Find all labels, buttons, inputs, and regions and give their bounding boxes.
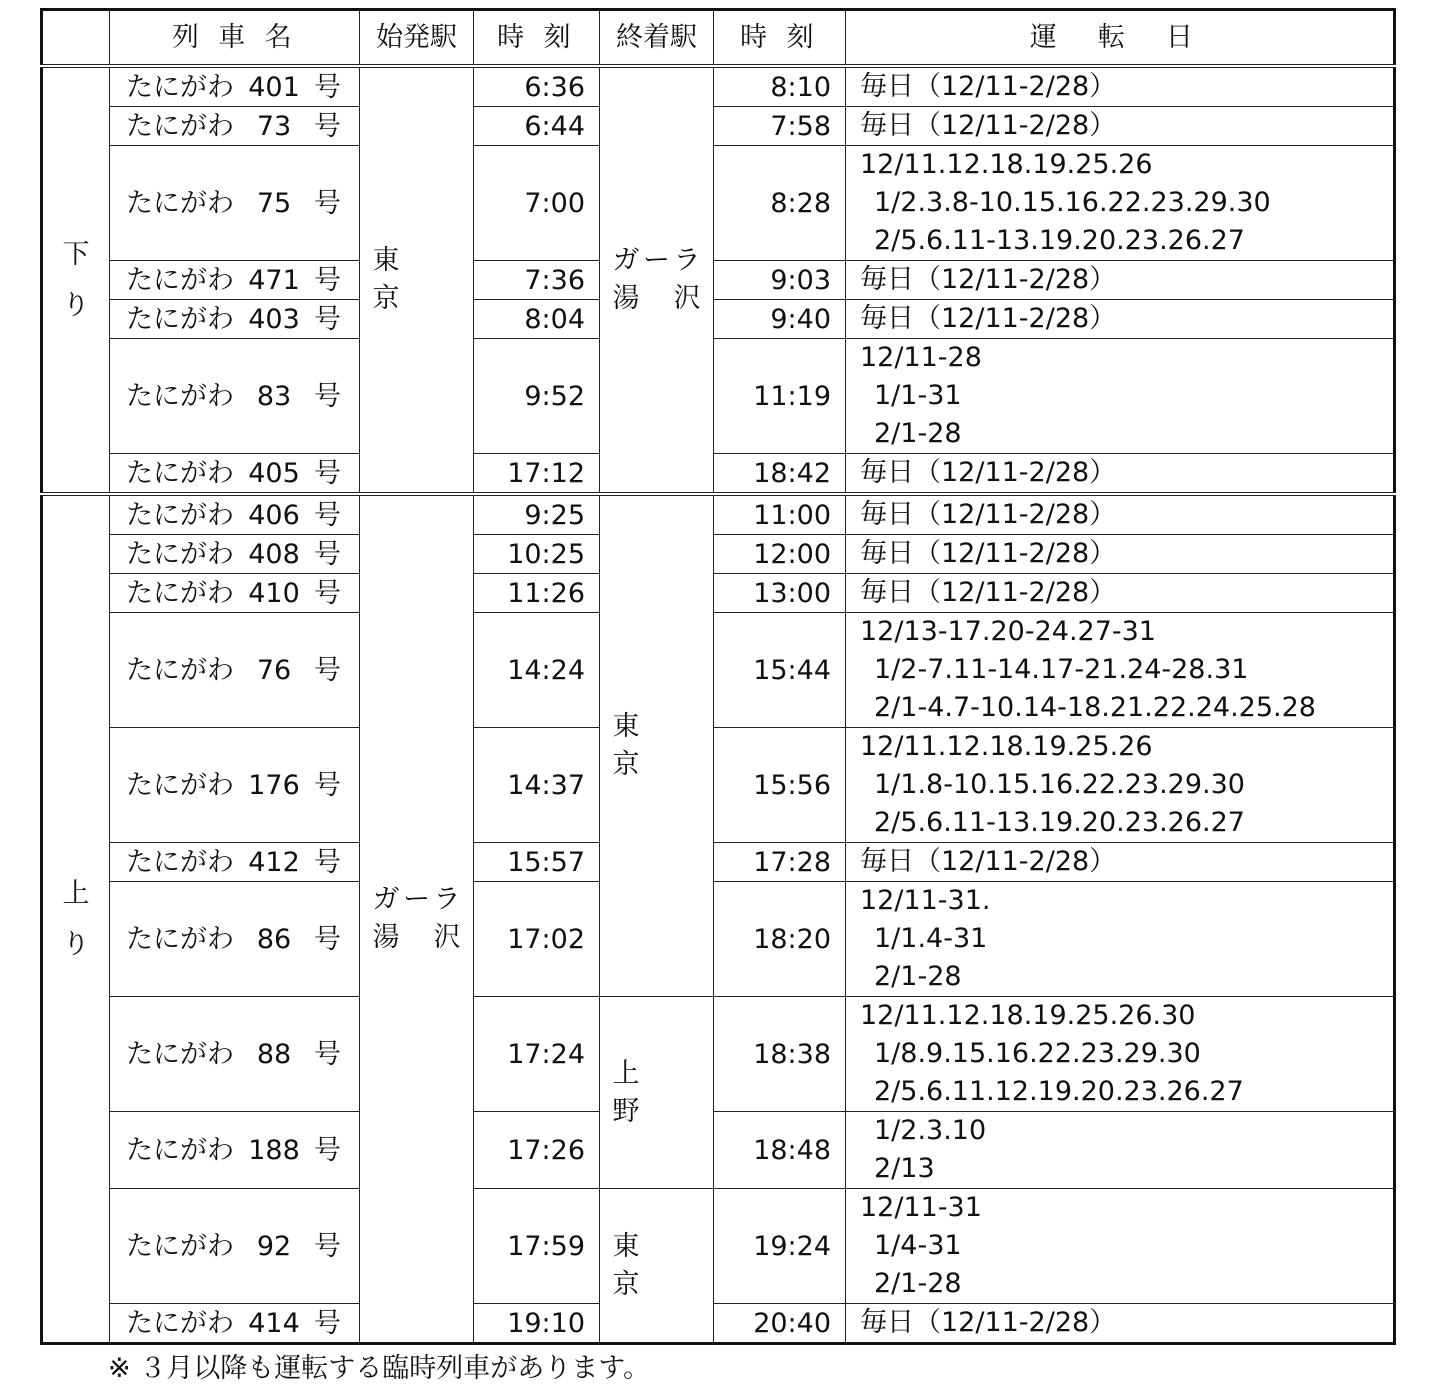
train-name <box>110 843 360 882</box>
train-prefix: たにがわ <box>126 577 234 609</box>
train-number: 88 <box>256 1038 292 1070</box>
operating-days-line: 毎日（12/11-2/28） <box>860 110 1117 141</box>
train-number: 83 <box>256 380 292 412</box>
origin-station-tokyo-line2: 京 <box>372 283 400 314</box>
operating-days <box>846 454 1395 495</box>
train-name <box>110 574 360 613</box>
train-suffix: 号 <box>314 923 341 955</box>
train-number: 75 <box>256 187 292 219</box>
operating-days-line: 12/11-28 <box>860 342 982 373</box>
depart-time: 7:00 <box>474 146 600 261</box>
destination-station-gala-line1: ガーラ <box>612 245 701 277</box>
train-name <box>110 613 360 728</box>
train-prefix: たにがわ <box>126 1230 234 1262</box>
train-suffix: 号 <box>314 187 341 219</box>
train-prefix: たにがわ <box>126 187 234 219</box>
train-row <box>42 339 1395 454</box>
train-row <box>42 613 1395 728</box>
train-name <box>110 300 360 339</box>
train-row <box>42 107 1395 146</box>
arrive-time: 8:10 <box>714 66 846 107</box>
train-name <box>110 454 360 495</box>
train-number: 406 <box>248 499 300 531</box>
operating-days <box>846 997 1395 1112</box>
depart-time: 10:25 <box>474 535 600 574</box>
operating-days-line: 12/11-31 <box>860 1192 982 1223</box>
depart-time: 17:26 <box>474 1112 600 1189</box>
operating-days-line: 1/8.9.15.16.22.23.29.30 <box>874 1038 1201 1069</box>
operating-days-line: 毎日（12/11-2/28） <box>860 1307 1117 1338</box>
train-suffix: 号 <box>314 769 341 801</box>
train-number: 92 <box>256 1230 292 1262</box>
operating-days-line: 毎日（12/11-2/28） <box>860 71 1117 102</box>
operating-days-line: 1/2.3.8-10.15.16.22.23.29.30 <box>874 187 1271 218</box>
operating-days <box>846 146 1395 261</box>
depart-time: 14:37 <box>474 728 600 843</box>
arrive-time: 19:24 <box>714 1189 846 1304</box>
destination-station-tokyo-2-text <box>613 1228 701 1304</box>
direction-down-char1: 下 <box>62 238 90 270</box>
destination-station-gala <box>600 66 714 494</box>
arrive-time: 20:40 <box>714 1304 846 1344</box>
operating-days <box>846 882 1395 997</box>
header-operating-days: 運 転 日 <box>846 10 1395 67</box>
operating-days-line: 毎日（12/11-2/28） <box>860 457 1117 488</box>
destination-station-ueno-line2: 野 <box>612 1095 640 1127</box>
train-suffix: 号 <box>314 457 341 489</box>
direction-down <box>42 66 110 494</box>
operating-days-line: 2/13 <box>874 1153 935 1184</box>
train-prefix: たにがわ <box>126 71 234 103</box>
arrive-time: 7:58 <box>714 107 846 146</box>
header-arrive-time: 時 刻 <box>714 10 846 67</box>
train-name <box>110 882 360 997</box>
depart-time: 6:44 <box>474 107 600 146</box>
operating-days-line: 2/1-28 <box>874 418 962 449</box>
train-name <box>110 1304 360 1344</box>
destination-station-ueno-line1: 上 <box>612 1057 640 1089</box>
train-prefix: たにがわ <box>126 1038 234 1070</box>
destination-station-ueno <box>600 997 714 1189</box>
train-name <box>110 494 360 535</box>
train-row <box>42 454 1395 495</box>
origin-station-tokyo-text <box>373 242 461 318</box>
arrive-time: 9:03 <box>714 261 846 300</box>
train-name <box>110 535 360 574</box>
train-suffix: 号 <box>314 264 341 296</box>
origin-station-gala-line1: ガーラ <box>372 884 461 916</box>
operating-days <box>846 66 1395 107</box>
operating-days <box>846 535 1395 574</box>
header-train-name: 列 車 名 <box>110 10 360 67</box>
destination-station-ueno-text <box>613 1055 701 1131</box>
train-suffix: 号 <box>314 846 341 878</box>
operating-days-line: 毎日（12/11-2/28） <box>860 577 1117 608</box>
arrive-time: 18:48 <box>714 1112 846 1189</box>
train-number: 403 <box>248 303 300 335</box>
header-destination: 終着駅 <box>600 10 714 67</box>
train-prefix: たにがわ <box>126 303 234 335</box>
train-prefix: たにがわ <box>126 264 234 296</box>
train-prefix: たにがわ <box>126 380 234 412</box>
direction-down-char2: り <box>62 290 90 321</box>
operating-days-line: 2/1-28 <box>874 1268 962 1299</box>
depart-time: 9:25 <box>474 494 600 535</box>
direction-up-char2: り <box>62 929 90 960</box>
footnote: ※ ３月以降も運転する臨時列車があります。 <box>108 1353 651 1384</box>
train-suffix: 号 <box>314 380 341 412</box>
arrive-time: 12:00 <box>714 535 846 574</box>
depart-time: 17:12 <box>474 454 600 495</box>
train-name <box>110 261 360 300</box>
train-suffix: 号 <box>314 654 341 686</box>
depart-time: 6:36 <box>474 66 600 107</box>
depart-time: 8:04 <box>474 300 600 339</box>
operating-days <box>846 494 1395 535</box>
train-number: 414 <box>248 1307 300 1339</box>
arrive-time: 15:44 <box>714 613 846 728</box>
origin-station-tokyo-line1: 東 <box>372 245 400 277</box>
operating-days-line: 12/11.12.18.19.25.26.30 <box>860 1000 1196 1031</box>
arrive-time: 13:00 <box>714 574 846 613</box>
origin-station-gala-text <box>373 881 461 957</box>
direction-up <box>42 494 110 1344</box>
arrive-time: 17:28 <box>714 843 846 882</box>
train-suffix: 号 <box>314 499 341 531</box>
train-suffix: 号 <box>314 538 341 570</box>
depart-time: 11:26 <box>474 574 600 613</box>
train-row <box>42 843 1395 882</box>
train-name <box>110 107 360 146</box>
operating-days <box>846 300 1395 339</box>
train-row <box>42 494 1395 535</box>
train-number: 176 <box>248 769 300 801</box>
operating-days-line: 毎日（12/11-2/28） <box>860 264 1117 295</box>
train-prefix: たにがわ <box>126 846 234 878</box>
depart-time: 19:10 <box>474 1304 600 1344</box>
operating-days-line: 2/1-28 <box>874 961 962 992</box>
operating-days <box>846 728 1395 843</box>
train-prefix: たにがわ <box>126 1134 234 1166</box>
destination-station-gala-text <box>613 242 701 318</box>
train-row <box>42 146 1395 261</box>
train-number: 412 <box>248 846 300 878</box>
train-row <box>42 300 1395 339</box>
train-number: 471 <box>248 264 300 296</box>
train-number: 408 <box>248 538 300 570</box>
operating-days-line: 1/1-31 <box>874 380 962 411</box>
operating-days-line: 1/2.3.10 <box>874 1115 987 1146</box>
train-prefix: たにがわ <box>126 769 234 801</box>
operating-days <box>846 843 1395 882</box>
header-direction <box>42 10 110 67</box>
train-suffix: 号 <box>314 1038 341 1070</box>
operating-days-line: 2/5.6.11-13.19.20.23.26.27 <box>874 807 1245 838</box>
origin-station-tokyo <box>360 66 474 494</box>
train-name <box>110 1112 360 1189</box>
train-prefix: たにがわ <box>126 457 234 489</box>
destination-station-tokyo-2-line2: 京 <box>612 1268 640 1300</box>
train-name <box>110 66 360 107</box>
operating-days-line: 1/1.8-10.15.16.22.23.29.30 <box>874 769 1245 800</box>
arrive-time: 18:42 <box>714 454 846 495</box>
operating-days-line: 2/5.6.11.12.19.20.23.26.27 <box>874 1076 1244 1107</box>
arrive-time: 9:40 <box>714 300 846 339</box>
train-suffix: 号 <box>314 1307 341 1339</box>
operating-days-line: 毎日（12/11-2/28） <box>860 303 1117 334</box>
train-number: 401 <box>248 71 300 103</box>
train-prefix: たにがわ <box>126 923 234 955</box>
train-number: 410 <box>248 577 300 609</box>
train-row <box>42 535 1395 574</box>
train-name <box>110 1189 360 1304</box>
train-number: 405 <box>248 457 300 489</box>
train-name <box>110 339 360 454</box>
train-number: 73 <box>256 110 292 142</box>
train-row <box>42 997 1395 1112</box>
train-row <box>42 574 1395 613</box>
train-row <box>42 728 1395 843</box>
depart-time: 17:02 <box>474 882 600 997</box>
train-row <box>42 1112 1395 1189</box>
operating-days <box>846 613 1395 728</box>
operating-days-line: 2/1-4.7-10.14-18.21.22.24.25.28 <box>874 692 1316 723</box>
operating-days <box>846 1112 1395 1189</box>
depart-time: 7:36 <box>474 261 600 300</box>
train-row <box>42 66 1395 107</box>
destination-station-tokyo-2 <box>600 1189 714 1344</box>
operating-days-line: 12/11.12.18.19.25.26 <box>860 149 1153 180</box>
operating-days <box>846 1189 1395 1304</box>
origin-station-gala <box>360 494 474 1344</box>
operating-days <box>846 107 1395 146</box>
train-row <box>42 1304 1395 1344</box>
header-row <box>42 10 1395 67</box>
operating-days-line: 毎日（12/11-2/28） <box>860 538 1117 569</box>
train-suffix: 号 <box>314 1230 341 1262</box>
train-suffix: 号 <box>314 110 341 142</box>
train-suffix: 号 <box>314 577 341 609</box>
destination-station-tokyo-2-line1: 東 <box>612 1230 640 1262</box>
train-name <box>110 728 360 843</box>
train-number: 86 <box>256 923 292 955</box>
operating-days-line: 12/13-17.20-24.27-31 <box>860 616 1156 647</box>
train-prefix: たにがわ <box>126 538 234 570</box>
train-name <box>110 146 360 261</box>
train-prefix: たにがわ <box>126 499 234 531</box>
arrive-time: 11:19 <box>714 339 846 454</box>
depart-time: 15:57 <box>474 843 600 882</box>
destination-station-gala-line2: 湯 沢 <box>612 283 701 314</box>
train-number: 188 <box>248 1134 300 1166</box>
train-number: 76 <box>256 654 292 686</box>
operating-days-line: 毎日（12/11-2/28） <box>860 846 1117 877</box>
destination-station-tokyo <box>600 494 714 997</box>
operating-days <box>846 261 1395 300</box>
train-row <box>42 261 1395 300</box>
train-name <box>110 997 360 1112</box>
arrive-time: 15:56 <box>714 728 846 843</box>
operating-days <box>846 574 1395 613</box>
header-origin: 始発駅 <box>360 10 474 67</box>
train-suffix: 号 <box>314 71 341 103</box>
train-timetable <box>40 8 1396 1345</box>
origin-station-gala-line2: 湯 沢 <box>372 922 461 953</box>
train-prefix: たにがわ <box>126 654 234 686</box>
depart-time: 17:24 <box>474 997 600 1112</box>
direction-up-char1: 上 <box>62 877 90 909</box>
operating-days-line: 2/5.6.11-13.19.20.23.26.27 <box>874 225 1245 256</box>
destination-station-tokyo-line1: 東 <box>612 711 640 743</box>
depart-time: 14:24 <box>474 613 600 728</box>
train-prefix: たにがわ <box>126 1307 234 1339</box>
depart-time: 17:59 <box>474 1189 600 1304</box>
operating-days <box>846 339 1395 454</box>
arrive-time: 18:38 <box>714 997 846 1112</box>
train-row <box>42 882 1395 997</box>
operating-days <box>846 1304 1395 1344</box>
destination-station-tokyo-line2: 京 <box>612 749 640 780</box>
operating-days-line: 1/1.4-31 <box>874 923 988 954</box>
operating-days-line: 12/11.12.18.19.25.26 <box>860 731 1153 762</box>
depart-time: 9:52 <box>474 339 600 454</box>
train-prefix: たにがわ <box>126 110 234 142</box>
operating-days-line: 1/2-7.11-14.17-21.24-28.31 <box>874 654 1249 685</box>
operating-days-line: 12/11-31. <box>860 885 991 916</box>
train-row <box>42 1189 1395 1304</box>
operating-days-line: 1/4-31 <box>874 1230 962 1261</box>
destination-station-tokyo-text <box>613 708 701 784</box>
header-depart-time: 時 刻 <box>474 10 600 67</box>
train-suffix: 号 <box>314 303 341 335</box>
arrive-time: 18:20 <box>714 882 846 997</box>
arrive-time: 11:00 <box>714 494 846 535</box>
arrive-time: 8:28 <box>714 146 846 261</box>
operating-days-line: 毎日（12/11-2/28） <box>860 499 1117 530</box>
train-suffix: 号 <box>314 1134 341 1166</box>
